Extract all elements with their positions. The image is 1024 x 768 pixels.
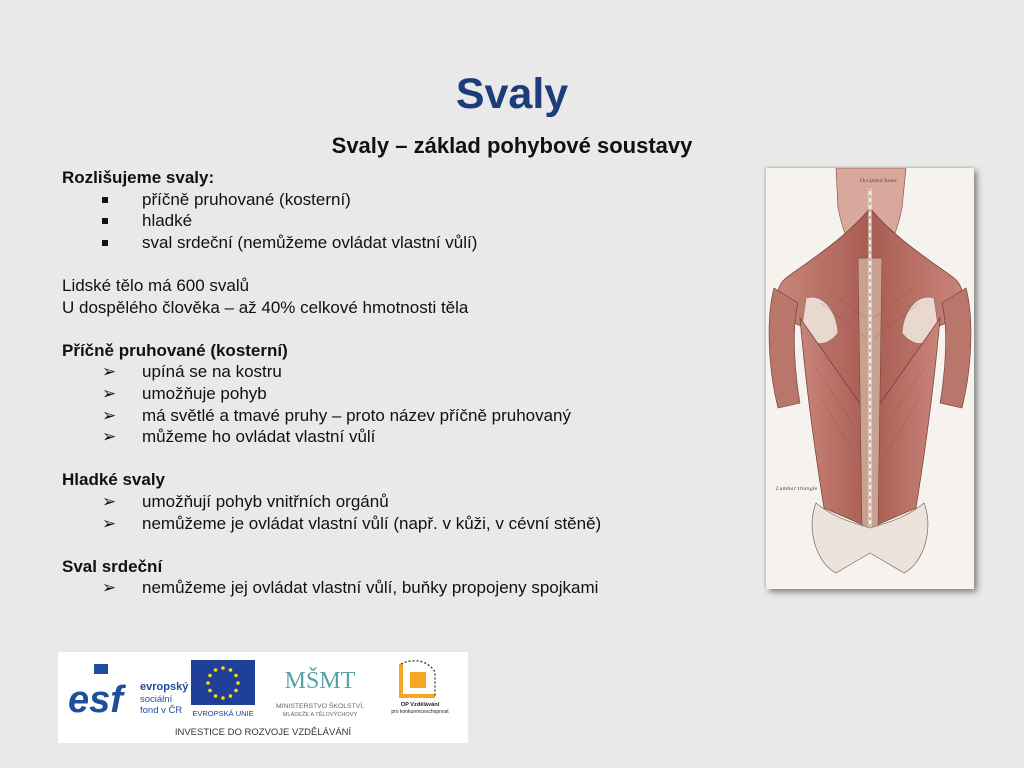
cardiac-list	[62, 577, 602, 599]
fact-line: U dospělého člověka – až 40% celkové hmotnosti těla	[62, 297, 469, 317]
skeletal-heading: Příčně pruhované (kosterní)	[62, 340, 288, 360]
arrow-bullet-icon: ➢	[102, 491, 117, 511]
arrow-bullet-icon: ➢	[102, 427, 117, 447]
funding-logos-banner	[58, 652, 468, 743]
svg-text:pro konkurenceschopnost: pro konkurenceschopnost	[391, 709, 449, 715]
svg-text:OP Vzdělávání: OP Vzdělávání	[400, 702, 440, 708]
svg-text:MINISTERSTVO ŠKOLSTVÍ,: MINISTERSTVO ŠKOLSTVÍ,	[276, 703, 364, 710]
intro-list	[62, 189, 682, 254]
esf-logo-text: esf	[68, 679, 123, 721]
esf-logo	[68, 660, 189, 721]
skeletal-list	[62, 361, 682, 447]
svg-text:evropský: evropský	[140, 681, 189, 693]
svg-text:sociální: sociální	[140, 694, 173, 705]
list-item: hladké	[62, 210, 682, 232]
slide-body	[62, 167, 682, 599]
svg-text:fond v ČR: fond v ČR	[140, 705, 183, 716]
fact-line: Lidské tělo má 600 svalů	[62, 275, 250, 295]
list-item: ➢ nemůžeme jej ovládat vlastní vůlí, buňky propojeny spojkami	[102, 578, 599, 598]
illustration-label: Occipital bone	[860, 178, 897, 184]
msmt-logo	[276, 667, 364, 718]
list-item: ➢ umožňuje pohyb	[102, 383, 267, 403]
list-item: ➢ umožňují pohyb vnitřních orgánů	[102, 491, 389, 511]
smooth-heading: Hladké svaly	[62, 470, 166, 490]
illustration-label: Lumbar triangle	[776, 486, 818, 492]
investment-caption: INVESTICE DO ROZVOJE VZDĚLÁVÁNÍ	[174, 727, 352, 738]
list-item: ➢ můžeme ho ovládat vlastní vůlí	[102, 427, 376, 447]
slide-title: Svaly	[455, 70, 569, 118]
arrow-bullet-icon: ➢	[102, 405, 117, 425]
svg-text:EVROPSKÁ UNIE: EVROPSKÁ UNIE	[192, 709, 254, 718]
eu-flag-logo	[191, 660, 255, 718]
back-muscles-illustration	[766, 168, 974, 589]
list-item: sval srdeční (nemůžeme ovládat vlastní vůlí)	[62, 232, 682, 254]
arrow-bullet-icon: ➢	[102, 513, 117, 533]
cardiac-heading: Sval srdeční	[62, 556, 163, 576]
square-bullet-icon	[102, 232, 122, 254]
square-bullet-icon	[102, 189, 122, 211]
list-item: ➢ má světlé a tmavé pruhy – proto název příčně pruhovaný	[102, 405, 572, 425]
square-bullet-icon	[102, 210, 122, 232]
list-item: ➢ nemůžeme je ovládat vlastní vůlí (např. v kůži, v cévní stěně)	[102, 513, 602, 533]
arrow-bullet-icon: ➢	[102, 578, 117, 598]
arrow-bullet-icon: ➢	[102, 383, 117, 403]
svg-text:MLÁDEŽE A TĚLOVÝCHOVY: MLÁDEŽE A TĚLOVÝCHOVY	[282, 712, 358, 718]
arrow-bullet-icon: ➢	[102, 362, 117, 382]
list-item: ➢ upíná se na kostru	[102, 362, 282, 382]
intro-heading: Rozlišujeme svaly:	[62, 168, 215, 187]
slide-subtitle: Svaly – základ pohybové soustavy	[331, 133, 693, 158]
op-logo	[391, 661, 449, 715]
list-item: příčně pruhované (kosterní)	[62, 189, 682, 211]
msmt-logo-mark: MŠMT	[284, 668, 356, 694]
smooth-list	[62, 491, 622, 534]
